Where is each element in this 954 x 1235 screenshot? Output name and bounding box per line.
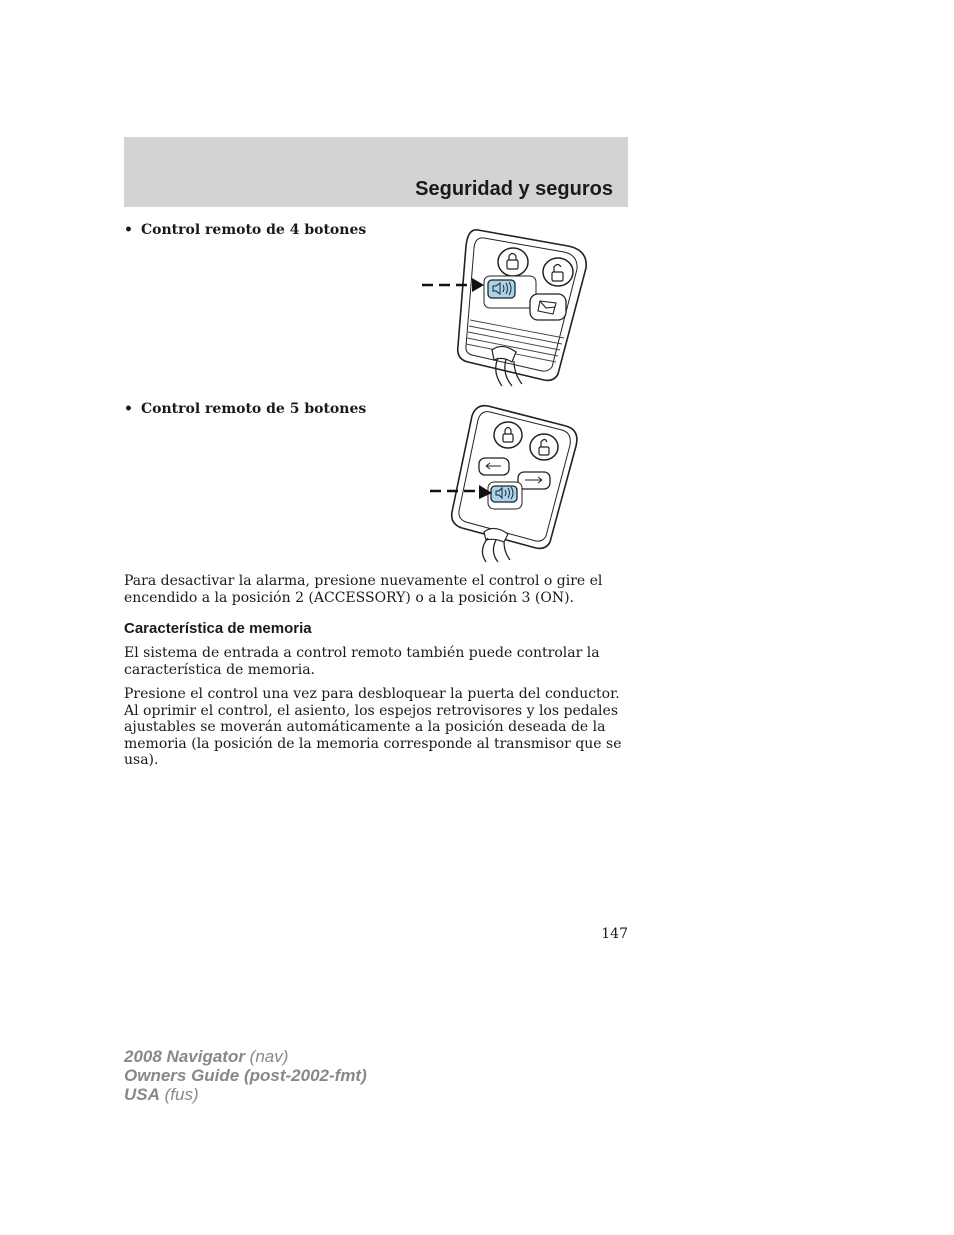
alarm-paragraph: Para desactivar la alarma, presione nuevamente el control o gire el encendido a la posición 2 (ACCESSORY) o a la posición 3 (ON). <box>124 573 603 606</box>
bullet-dot: • <box>124 401 133 417</box>
section-title: Seguridad y seguros <box>415 178 613 200</box>
lock-button <box>494 422 522 448</box>
memory-paragraph-2: Presione el control una vez para desbloquear la puerta del conductor. Al oprimir el control, el asiento, los espejos retrovisores y los pedales ajustables se moverán automáticamente a la posición deseada de la memoria (la posición de la memoria corresponde al transmisor que se usa). <box>124 686 622 768</box>
five-button-remote-illustration <box>426 402 582 564</box>
bullet-label: Control remoto de 4 botones <box>141 222 367 238</box>
page-number: 147 <box>601 926 628 942</box>
footer-line-3 <box>124 1085 367 1104</box>
four-button-remote-illustration <box>418 222 594 388</box>
bullet-item-4-button-remote <box>124 222 366 238</box>
lock-button <box>498 248 528 276</box>
trunk-button <box>530 294 566 320</box>
footer-market-code: (fus) <box>159 1085 199 1104</box>
footer-market: USA <box>124 1085 160 1104</box>
footer-line-1 <box>124 1047 367 1066</box>
document-footer <box>124 1047 367 1104</box>
key-ring-cord <box>482 538 510 562</box>
bullet-item-5-button-remote <box>124 401 366 417</box>
footer-line-2 <box>124 1066 367 1085</box>
bullet-label: Control remoto de 5 botones <box>141 401 367 417</box>
footer-model: 2008 Navigator <box>124 1047 245 1066</box>
section-header-band <box>124 137 628 207</box>
footer-guide: Owners Guide (post-2002-fmt) <box>124 1066 367 1085</box>
footer-model-code: (nav) <box>244 1047 289 1066</box>
bullet-dot: • <box>124 222 133 238</box>
memory-feature-heading: Característica de memoria <box>124 620 312 637</box>
memory-paragraph-1: El sistema de entrada a control remoto también puede controlar la característica de memoria. <box>124 645 600 678</box>
